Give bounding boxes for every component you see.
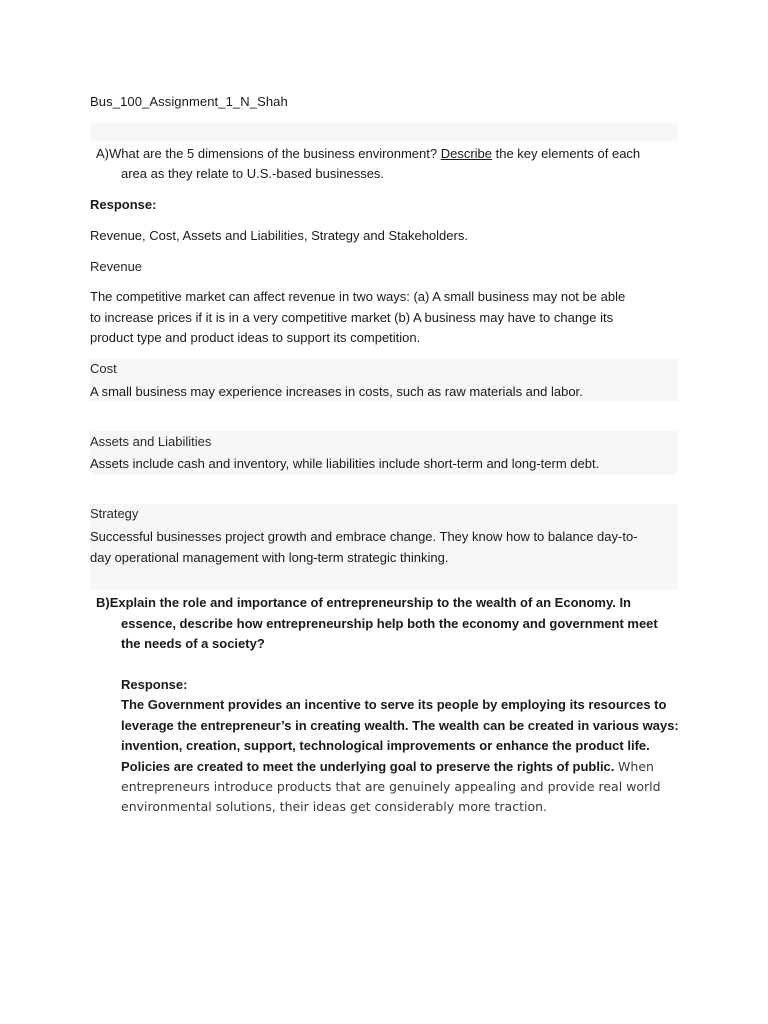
response-b-line3: invention, creation, support, technological improvements or enhance the product life. [121,738,650,753]
shaded-band-top [90,123,678,141]
strategy-line1: Successful businesses project growth and embrace change. They know how to balance day-to- [90,529,638,544]
response-b-line4-tail: When [618,759,654,774]
question-a-rest: the key elements of each [495,146,641,161]
response-a-summary: Revenue, Cost, Assets and Liabilities, Strategy and Stakeholders. [90,228,468,243]
revenue-line1: The competitive market can affect revenue in two ways: (a) A small business may not be able [90,289,626,304]
revenue-heading: Revenue [90,259,143,274]
question-b-line3: the needs of a society? [121,636,265,651]
response-b-line6: environmental solutions, their ideas get considerably more traction. [121,799,547,814]
document-title: Bus_100_Assignment_1_N_Shah [90,94,288,109]
response-b-line5: entrepreneurs introduce products that are genuinely appealing and provide real world [121,779,661,794]
cost-line1: A small business may experience increases in costs, such as raw materials and labor. [90,384,583,399]
assets-line1: Assets include cash and inventory, while liabilities include short-term and long-term debt. [90,456,600,471]
strategy-heading: Strategy [90,506,139,521]
response-b-line1: The Government provides an incentive to serve its people by employing its resources to [121,697,667,712]
revenue-line3: product type and product ideas to support its competition. [90,330,421,345]
question-a-label: A)What are the 5 dimensions of the business environment? [96,146,438,161]
response-b-label: Response: [121,677,188,692]
question-a-line2: area as they relate to U.S.-based businesses. [121,166,385,181]
revenue-line2: to increase prices if it is in a very competitive market (b) A business may have to change its [90,310,614,325]
strategy-line2: day operational management with long-term strategic thinking. [90,550,449,565]
cost-heading: Cost [90,361,117,376]
question-b-line2: essence, describe how entrepreneurship help both the economy and government meet [121,616,658,631]
response-b-line2: leverage the entrepreneur’s in creating wealth. The wealth can be created in various ways: [121,718,679,733]
question-a-line1 [96,144,640,165]
response-b-line4 [121,757,654,778]
assets-heading: Assets and Liabilities [90,434,212,449]
question-a-keyword: Describe [440,146,492,161]
response-a-label: Response: [90,197,157,212]
response-b-line4-bold: Policies are created to meet the underlying goal to preserve the rights of public. [121,759,615,774]
question-b-line1: B)Explain the role and importance of entrepreneurship to the wealth of an Economy. In [96,595,631,610]
